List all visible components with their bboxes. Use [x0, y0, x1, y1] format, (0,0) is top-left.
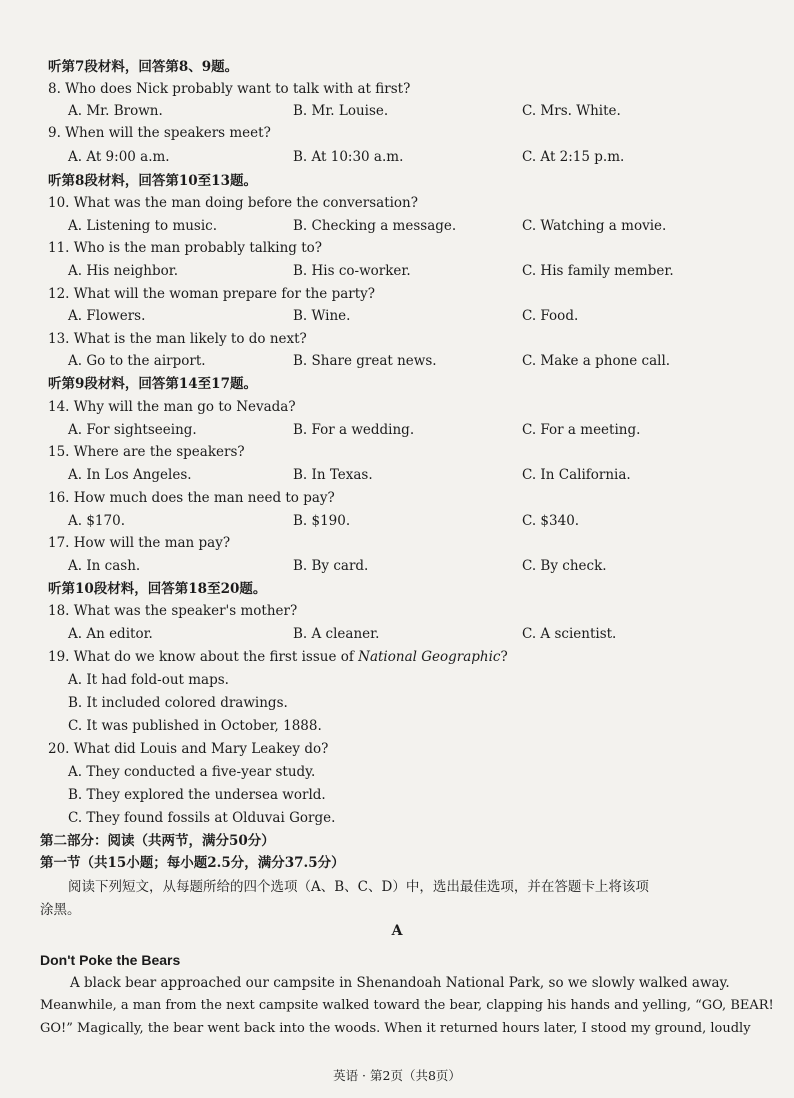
question-8: 8. Who does Nick probably want to talk with at first? [48, 81, 411, 97]
question-17: 17. How will the man pay? [48, 535, 231, 551]
question-mark: ? [500, 649, 508, 665]
option-a: A. Flowers. [68, 308, 146, 324]
option-c: C. By check. [522, 558, 607, 574]
option-a: A. Mr. Brown. [68, 103, 163, 119]
passage-line: GO!” Magically, the bear went back into the woods. When it returned hours later, I stood my ground, loudly [40, 1021, 751, 1036]
option-b: B. $190. [293, 513, 351, 529]
part-heading: 第二部分：阅读（共两节，满分50分） [40, 833, 275, 849]
option-b: B. Checking a message. [293, 218, 457, 234]
option-c: C. His family member. [522, 263, 674, 279]
question-11: 11. Who is the man probably talking to? [48, 240, 323, 256]
option-b: B. Share great news. [293, 353, 437, 369]
option-c: C. Food. [522, 308, 579, 324]
instructions: 阅读下列短文，从每题所给的四个选项（A、B、C、D）中，选出最佳选项，并在答题卡上将该项 [68, 879, 649, 895]
section-heading: 听第7段材料，回答第8、9题。 [48, 59, 239, 75]
option-b: B. By card. [293, 558, 369, 574]
question-15: 15. Where are the speakers? [48, 444, 245, 460]
option-a: A. In Los Angeles. [68, 467, 192, 483]
question-18: 18. What was the speaker's mother? [48, 603, 298, 619]
option-b: B. In Texas. [293, 467, 373, 483]
option-b: B. Mr. Louise. [293, 103, 389, 119]
option-b: B. At 10:30 a.m. [293, 149, 404, 165]
question-text: 19. What do we know about the first issue of [48, 649, 359, 665]
instructions-cont: 涂黑。 [40, 902, 81, 918]
option-c: C. A scientist. [522, 626, 617, 642]
passage-title: Don't Poke the Bears [40, 952, 181, 968]
option-b: B. It included colored drawings. [68, 695, 288, 711]
option-b: B. His co-worker. [293, 263, 411, 279]
option-a: A. $170. [68, 513, 125, 529]
option-c: C. In California. [522, 467, 631, 483]
option-a: A. It had fold-out maps. [68, 672, 229, 688]
question-20: 20. What did Louis and Mary Leakey do? [48, 741, 329, 757]
page-footer: 英语 · 第2页（共8页） [333, 1068, 461, 1083]
option-a: A. An editor. [68, 626, 153, 642]
option-c: C. At 2:15 p.m. [522, 149, 625, 165]
option-a: A. His neighbor. [68, 263, 179, 279]
magazine-title: National Geographic [358, 649, 501, 665]
option-a: A. Go to the airport. [68, 353, 206, 369]
subsection-heading: 第一节（共15小题；每小题2.5分，满分37.5分） [40, 855, 345, 871]
question-19 [48, 648, 508, 666]
option-c: C. Watching a movie. [522, 218, 667, 234]
option-a: A. At 9:00 a.m. [68, 149, 170, 165]
option-b: B. A cleaner. [293, 626, 380, 642]
option-b: B. They explored the undersea world. [68, 787, 326, 803]
option-c: C. Mrs. White. [522, 103, 621, 119]
question-13: 13. What is the man likely to do next? [48, 331, 307, 347]
section-heading: 听第8段材料，回答第10至13题。 [48, 173, 257, 189]
passage-line: Meanwhile, a man from the next campsite walked toward the bear, clapping his hands and yelling, “GO, BEAR! [40, 998, 774, 1013]
option-a: A. In cash. [68, 558, 141, 574]
option-c: C. It was published in October, 1888. [68, 718, 322, 734]
option-c: C. For a meeting. [522, 422, 641, 438]
option-a: A. They conducted a five-year study. [68, 764, 316, 780]
question-14: 14. Why will the man go to Nevada? [48, 399, 296, 415]
passage-line: A black bear approached our campsite in Shenandoah National Park, so we slowly walked away. [70, 975, 730, 991]
option-b: B. For a wedding. [293, 422, 415, 438]
question-16: 16. How much does the man need to pay? [48, 490, 335, 506]
option-c: C. $340. [522, 513, 580, 529]
option-a: A. Listening to music. [68, 218, 218, 234]
option-c: C. Make a phone call. [522, 353, 671, 369]
section-heading: 听第9段材料，回答第14至17题。 [48, 376, 257, 392]
question-12: 12. What will the woman prepare for the party? [48, 286, 376, 302]
option-a: A. For sightseeing. [68, 422, 197, 438]
option-b: B. Wine. [293, 308, 351, 324]
passage-letter: A [391, 923, 403, 939]
option-c: C. They found fossils at Olduvai Gorge. [68, 810, 336, 826]
question-9: 9. When will the speakers meet? [48, 125, 271, 141]
question-10: 10. What was the man doing before the conversation? [48, 195, 418, 211]
section-heading: 听第10段材料，回答第18至20题。 [48, 581, 267, 597]
